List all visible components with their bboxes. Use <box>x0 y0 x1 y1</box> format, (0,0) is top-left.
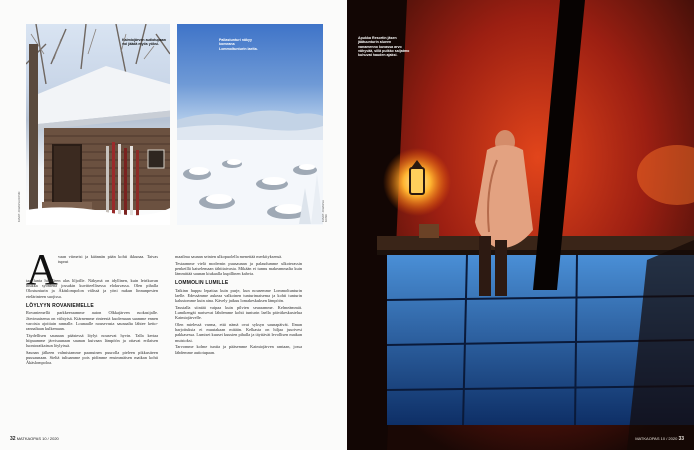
paragraph: Rovaniemellä parkkeeraamme auton Olkkajärven ruokasijalle. Järvimaisema on viihtyisä. Kiärnemme rinteestä kuolemaan saamme ennen varoista ajoittain rannalle. Lounaalle nousevasta saunaalta lähtee ketto-rannaltaan kulkemaan. <box>26 310 158 331</box>
fell-photo-credit: KUVAT: JOHANNA KOSKI <box>322 200 328 222</box>
column-2 <box>175 254 302 356</box>
cabin-photo-caption: Kaimiojärven autiotupaan voi jäädä myös yöksi. <box>122 38 166 47</box>
photo-snowy-fell <box>177 24 323 225</box>
section-heading: LÖYLYYN ROVANIEMELLE <box>26 302 94 309</box>
sauna-photo-caption: Apukka Resortin jäsen jäätuunturin alueen vanamenno kuvassa arvo vähyvää, sillä puikko saljatmo kuhuvat hauden ajaksi. <box>358 36 410 58</box>
column-1 <box>26 278 158 367</box>
magazine-name: MATKAOPAS 10 / 2020 <box>16 436 59 441</box>
drop-cap: A <box>26 245 58 294</box>
left-footer <box>10 436 59 442</box>
magazine-name: MATKAOPAS 10 / 2020 <box>635 436 678 441</box>
intro-text: vaan viimeisi ja käännän pään kohti ikkunaa. Taivas tuprut <box>58 254 158 265</box>
fell-photo-caption: Pallastunturi näkyy komeana Lommoltunturin laelta. <box>219 38 258 51</box>
cabin-photo-credit: KUVAT: JOHANNA KOSKI <box>18 191 21 222</box>
fell-landscape-illustration <box>177 24 323 225</box>
ice-sauna-photo <box>347 0 694 450</box>
paragraph: Tarvomme kolme tuntia ja pääsemme Kaimiojärven rantaan, jossa lähdemme autiotupaan. <box>175 344 302 355</box>
section-heading: LOMMOLIN LUMILLE <box>175 280 229 287</box>
paragraph: Taikinn huppu lepattaa kuin purje, kun nousemme Lommoltunturin laelle. Edessämme aukeaa valkoinen tunturimaisema ja kohti tunturin kalustomme kuin aina. Kävely jatkuu lomakeskuksen lämpöön. <box>175 287 302 304</box>
page-number: 33 <box>678 436 684 442</box>
paragraph: Olen mielessä varma, että nämä ovat syksyn saunapäivät. Ilman harjoituksia ei muutakaan mitään. Kelkasta on hiljaa juurivesi pakkasessa. Lumiset kuuset kuusien pihalla ja täyttävät levollisen matkan muistoksi. <box>175 322 302 343</box>
paragraph: Taustalla siintää vaipaa kuin pilvien seuraamme. Kelmeämmät. Lumikengät narisevat lähdemme kohti tunturin laella päiväkeskustelua Kaimiojärvelle. <box>175 304 302 321</box>
column-1-intro <box>58 254 158 266</box>
right-page <box>347 0 694 450</box>
log-cabin-illustration <box>26 24 170 225</box>
photo-log-cabin <box>26 24 170 225</box>
paragraph: maailma saunan seinien ulkopuolella menettää merkityksensä. <box>175 254 283 259</box>
paragraph: Testaamme vielä modernin puusaunan ja palaudumme ulkoterassin penkeillä katselemaan tähtitaivasta. Mikään ei tunnu makeammalta kuin lämmittää saunan kiukaalla kupillinen kahvia. <box>175 260 302 277</box>
paragraph: Täydellisen saunaan päästessä löylyt nousevat hyvin. Talla kertaa hiipuamme järvisaunaan saunan kuivaan lämpöön ja ottavat erilaisen luontoratkaisun löylyissä. <box>26 332 158 349</box>
page-number: 32 <box>10 436 16 442</box>
paragraph: taa lunta hiljalleen alas liljoille. Näkymä on idyllinen, kuin leirikuvan hiukka syöntenä jossakin kuvitteellisessa elokuvassa. Olen pihalla Olostunturin ja Äkäslompolon välissä ja yöni nukun linnunpesien etelärinteen suojissa. <box>26 278 158 299</box>
right-footer <box>635 436 684 442</box>
paragraph: Saunan jälkeen valmistamme paanuinen puurolla pieleen pikkusiteen puusaunaan. Sieltä tultuamme pois pidimme ensimmäisen matkan kohti Äkäslompoloa. <box>26 349 158 366</box>
